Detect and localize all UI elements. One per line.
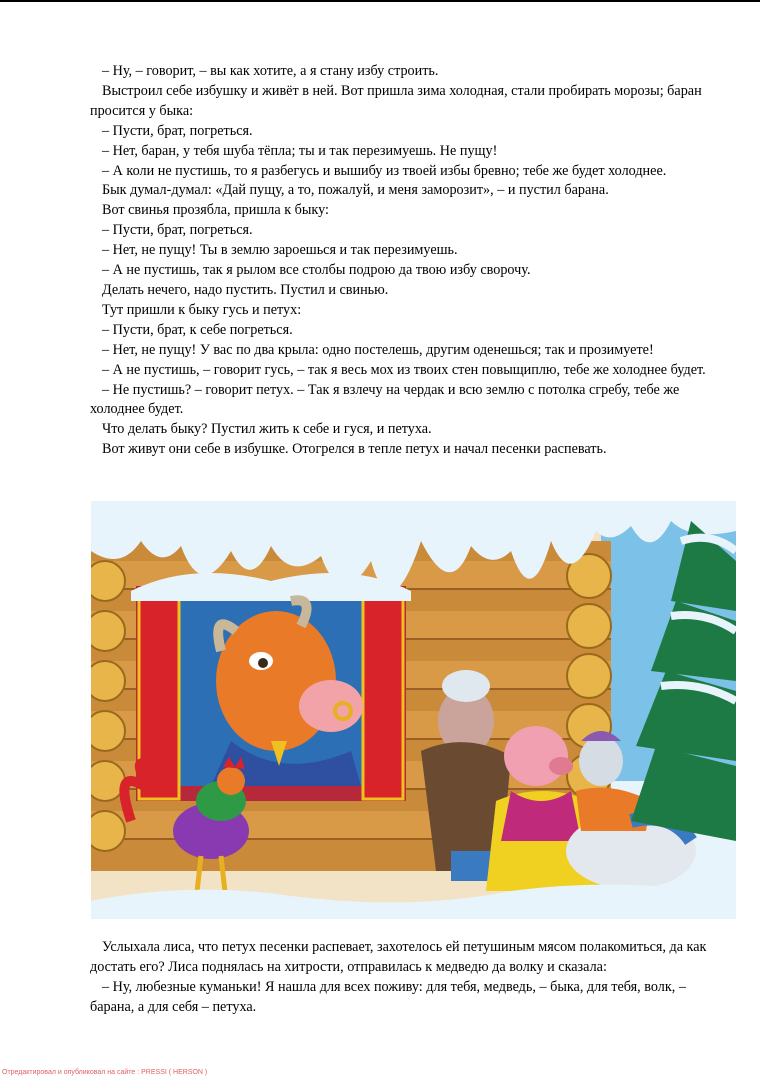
paragraph: – Ну, – говорит, – вы как хотите, а я стану избу строить. [102, 63, 439, 79]
paragraph: – Ну, любезные куманьки! Я нашла для всех поживу: для тебя, медведь, – быка, для тебя, волк, – барана, а для себя – петуха. [90, 978, 686, 1015]
story-illustration [91, 501, 736, 919]
paragraph: – А не пустишь, – говорит гусь, – так я весь мох из твоих стен повыщиплю, тебе же холоднее будет. [102, 361, 706, 378]
paragraph: – Нет, баран, у тебя шуба тёпла; ты и так перезимуешь. Не пущу! [102, 142, 498, 159]
text-block-bottom [90, 938, 712, 1018]
footer-credit: Отредактировал и опубликовал на сайте : PRESSI ( HERSON ) [2, 1069, 208, 1076]
paragraph: Выстроил себе избушку и живёт в ней. Вот пришла зима холодная, стали пробирать морозы; баран просится у быка: [90, 82, 702, 119]
paragraph: – Пусти, брат, погреться. [102, 122, 253, 139]
paragraph: – Нет, не пущу! Ты в землю зароешься и так перезимуешь. [102, 242, 458, 259]
paragraph: – А коли не пустишь, то я разбегусь и вышибу из твоей избы бревно; тебе же будет холоднее. [102, 162, 667, 179]
paragraph: Бык думал-думал: «Дай пущу, а то, пожалуй, и меня заморозит», – и пустил барана. [102, 182, 609, 199]
paragraph: Вот свинья прозябла, пришла к быку: [102, 202, 329, 219]
paragraph: – Пусти, брат, погреться. [102, 222, 253, 239]
paragraph: – Не пустишь? – говорит петух. – Так я взлечу на чердак и всю землю с потолка сгребу, тебе же холоднее будет. [90, 381, 680, 418]
paragraph: – Нет, не пущу! У вас по два крыла: одно постелешь, другим оденешься; так и прозимуете! [102, 341, 654, 358]
paragraph: Тут пришли к быку гусь и петух: [102, 301, 302, 318]
paragraph: Что делать быку? Пустил жить к себе и гуся, и петуха. [102, 421, 432, 438]
paragraph: – Пусти, брат, к себе погреться. [102, 321, 293, 338]
paragraph: – А не пустишь, так я рылом все столбы подрою да твою избу сворочу. [102, 262, 531, 279]
paragraph: Услыхала лиса, что петух песенки распевает, захотелось ей петушиным мясом полакомиться, да как достать его? Лиса поднялась на хитрости, отправилась к медведю да волку и сказала: [90, 939, 707, 975]
top-rule [0, 0, 760, 2]
paragraph: Вот живут они себе в избушке. Отогрелся в тепле петух и начал песенки распевать. [102, 441, 607, 458]
text-block-top [90, 62, 712, 460]
paragraph: Делать нечего, надо пустить. Пустил и свинью. [102, 281, 389, 298]
